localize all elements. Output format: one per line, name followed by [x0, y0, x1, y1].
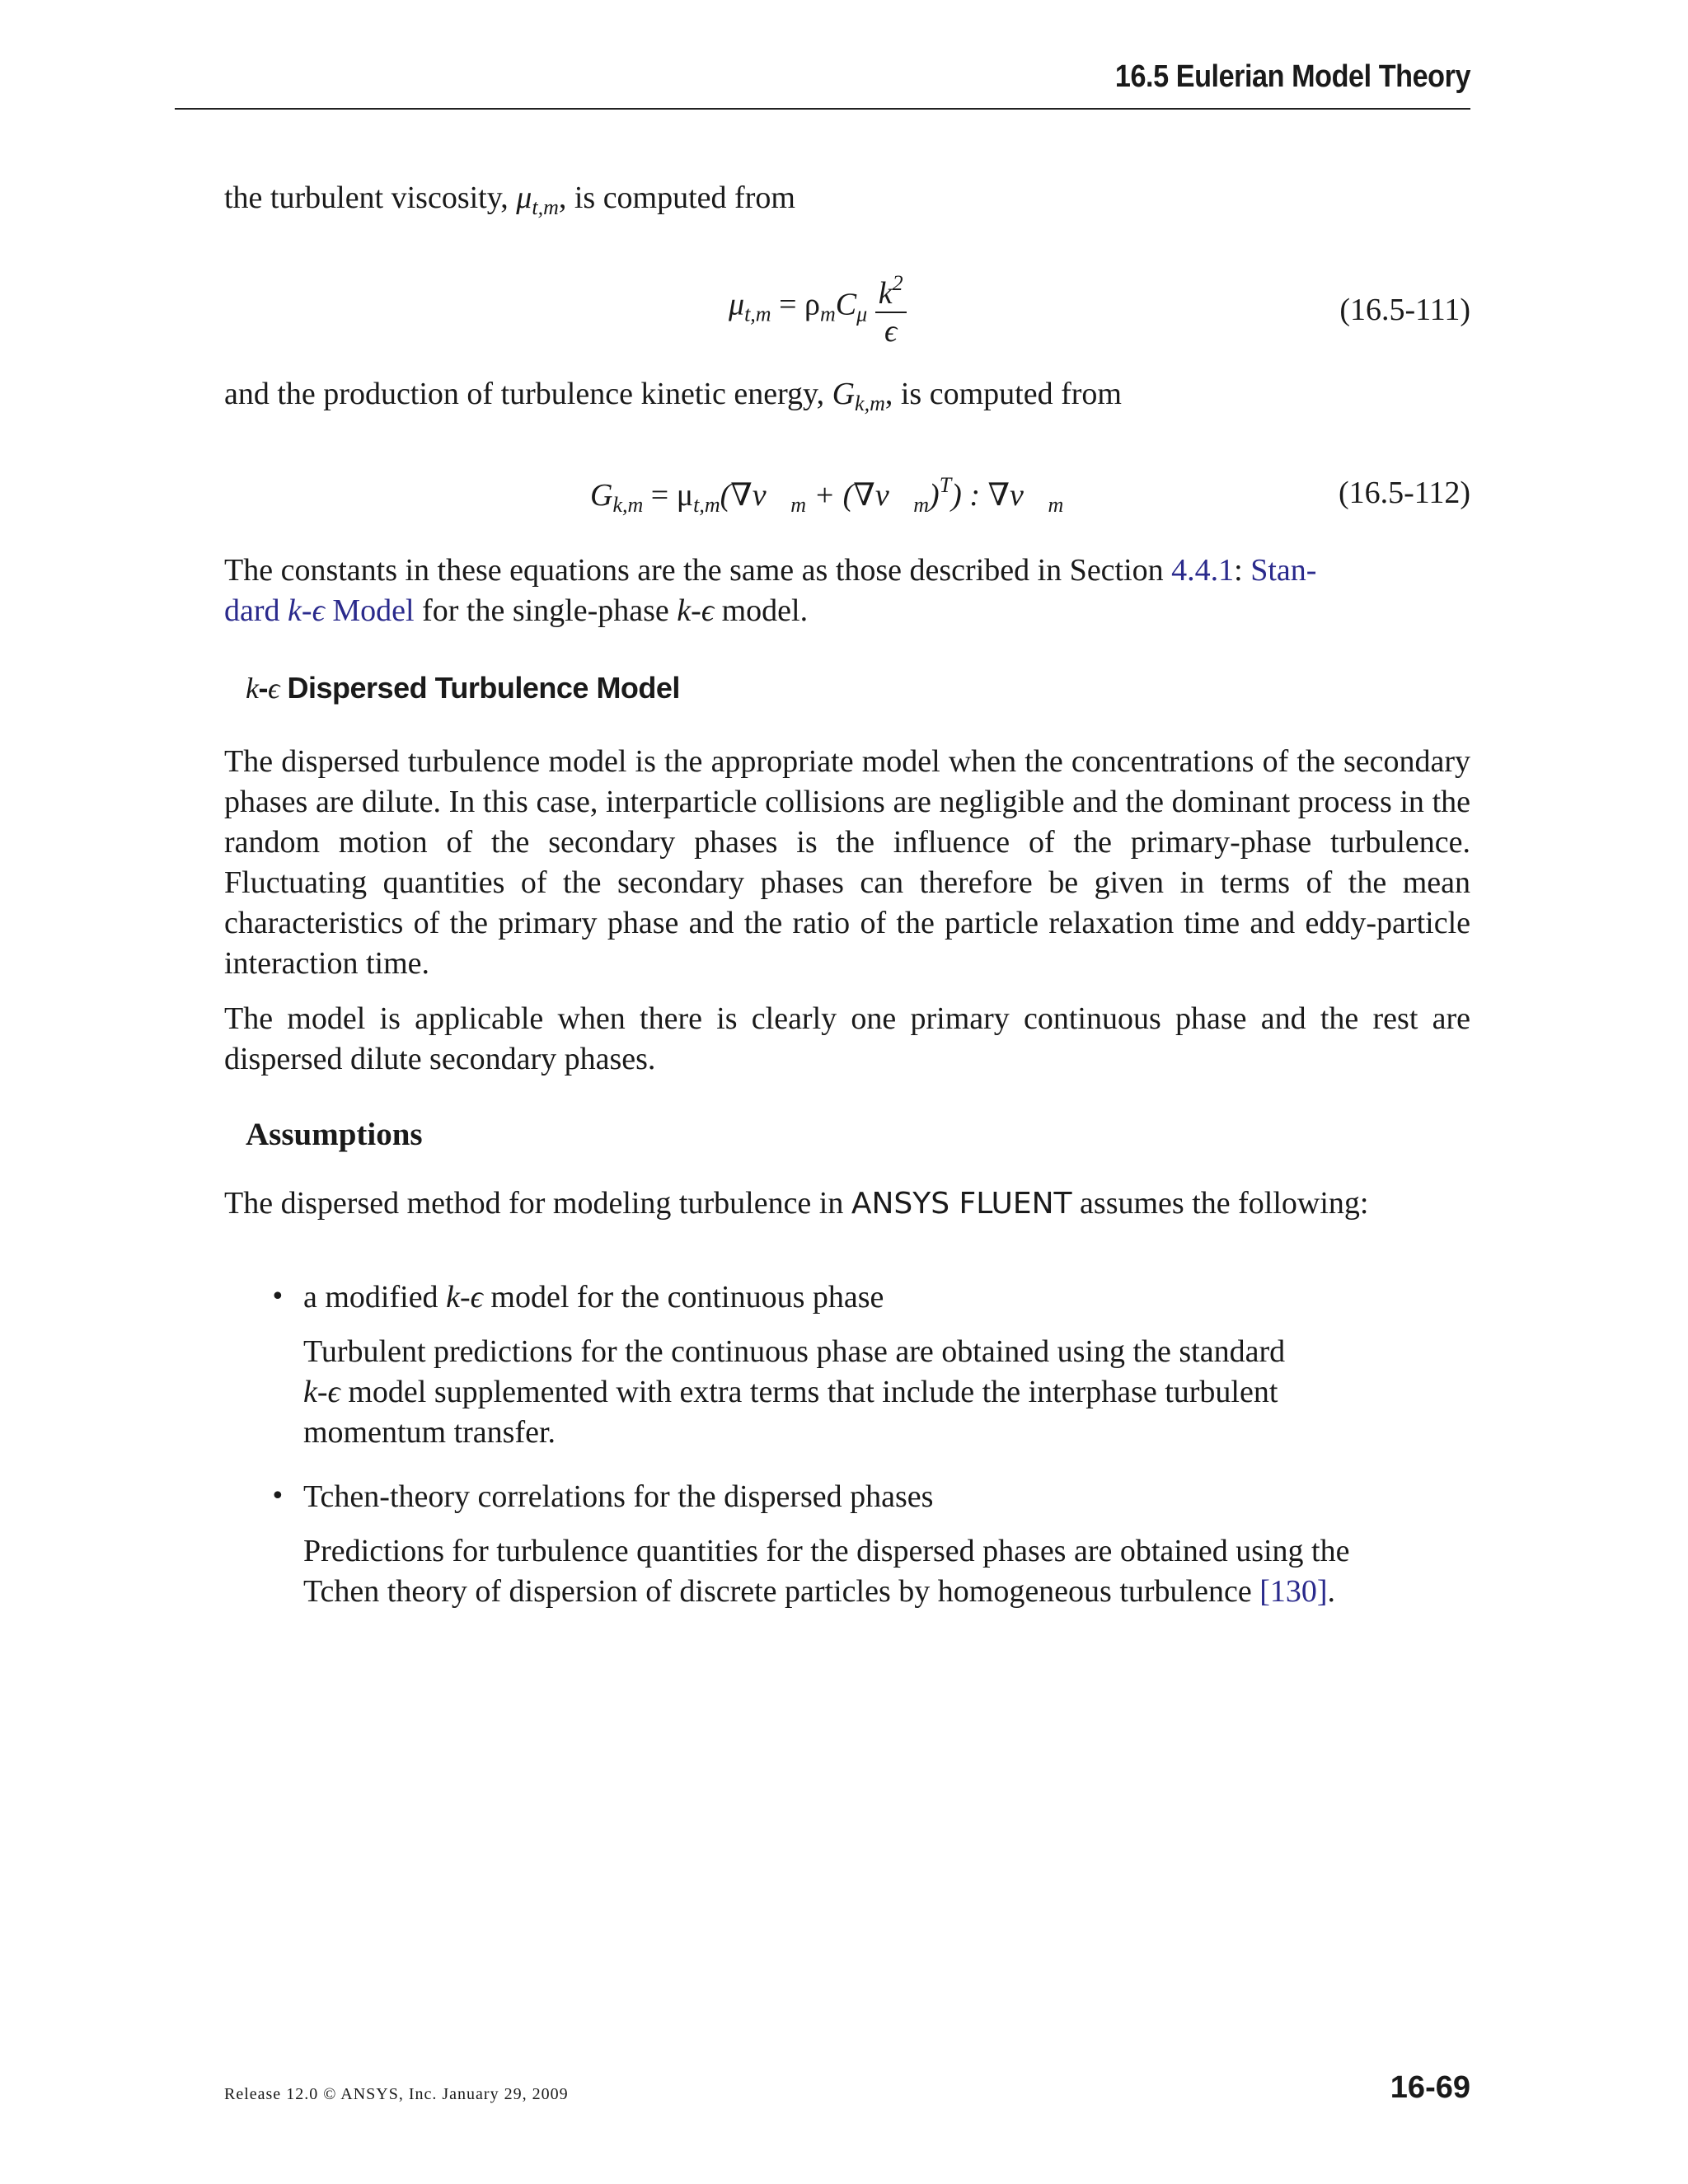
product-name: ANSYS FLUENT: [851, 1187, 1072, 1221]
bullet-marker: •: [270, 1282, 285, 1311]
section-link[interactable]: 4.4.1: [1171, 553, 1235, 588]
intro-viscosity-line: the turbulent viscosity, $\mu_{t,m}$, is computed from: [224, 180, 795, 219]
bullet-1-body: Turbulent predictions for the continuous phase are obtained using the standard k-ϵ model supplemented with extra terms that include the interphase turbulent momentum transfer.: [303, 1334, 1286, 1450]
running-header-title: 16.5 Eulerian Model Theory: [1114, 59, 1470, 94]
standard-k-eps-link-part1[interactable]: Stan-: [1250, 553, 1317, 588]
bullet-2-body: Predictions for turbulence quantities for the dispersed phases are obtained using the Tchen theory of dispersion of discrete particles by homogeneous turbulence [130].: [303, 1534, 1350, 1609]
equation-16-5-112: $G_{k,m}$ = $\mu_{t,m}(\nabla v⃗_m$ + $(\nabla v⃗_m)^T$) : $\nabla v⃗_m$: [590, 473, 1064, 517]
page-number: 16-69: [1390, 2070, 1470, 2105]
header-rule: [175, 108, 1470, 110]
equation-number-112: (16.5-112): [1338, 476, 1470, 510]
equation-number-111: (16.5-111): [1339, 293, 1470, 327]
bullet-1-title: a modified k-ϵ model for the continuous phase: [303, 1280, 884, 1315]
intro-production-line: and the production of turbulence kinetic energy, $G_{k,m}$, is computed from: [224, 377, 1122, 415]
dispersed-model-paragraph: The dispersed turbulence model is the appropriate model when the concentrations of the secondary phases are dilute. In this case, interparticle collisions are negligible and the dominant process in the random motion of the secondary phases is the influence of the primary-phase turbulence. Fluctuating quantities of the secondary phases can therefore be given in terms of the mean characteristics of the primary phase and the ratio of the particle relaxation time and eddy-particle interaction time.: [224, 744, 1470, 981]
constants-paragraph: The constants in these equations are the same as those described in Section 4.4.1: Stan- dard k-ϵ Model for the single-phase k-ϵ model.: [224, 553, 1317, 628]
equation-16-5-111: $\mu_{t,m} = \rho_mC_\mu$ $\frac{k^2}{\epsilon}$: [729, 265, 907, 349]
assumptions-heading: Assumptions: [246, 1117, 423, 1152]
assumptions-intro: The dispersed method for modeling turbulence in ANSYS FLUENT assumes the following:: [224, 1186, 1369, 1221]
bullet-marker: •: [270, 1482, 285, 1511]
standard-k-eps-link-part2[interactable]: dard k-ϵ Model: [224, 593, 415, 628]
fraction-k2-over-eps: $\frac{k^2}{\epsilon}$: [875, 265, 907, 349]
footer-release-info: Release 12.0 © ANSYS, Inc. January 29, 2009: [224, 2085, 569, 2103]
subsection-heading: k-ϵ Dispersed Turbulence Model: [246, 671, 680, 705]
reference-130-link[interactable]: [130]: [1259, 1574, 1328, 1609]
applicability-paragraph: The model is applicable when there is clearly one primary continuous phase and the rest are dispersed dilute secondary phases.: [224, 1001, 1470, 1076]
bullet-2-title: Tchen-theory correlations for the dispersed phases: [303, 1479, 934, 1514]
